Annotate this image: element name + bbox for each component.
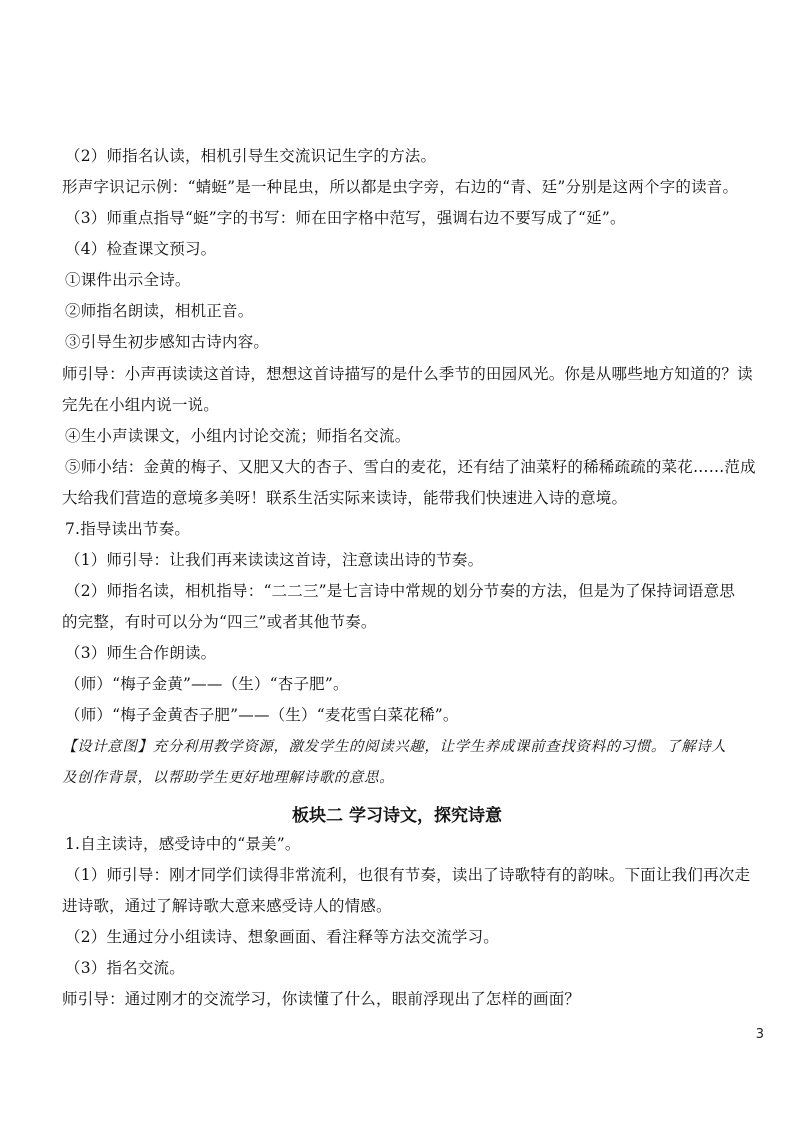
- paragraph-line: 师引导：通过刚才的交流学习，你读懂了什么，眼前浮现出了怎样的画面？: [62, 990, 581, 1008]
- paragraph-line: （师）“梅子金黄杏子肥”——（生）“麦花雪白菜花稀”。: [65, 706, 459, 724]
- section-heading: 板块二 学习诗文，探究诗意: [292, 806, 502, 826]
- design-intent-line: 及创作背景，以帮助学生更好地理解诗歌的意思。: [62, 770, 395, 786]
- paragraph-line: ④生小声读课文，小组内讨论交流；师指名交流。: [65, 427, 411, 445]
- paragraph-line: 7.指导读出节奏。: [65, 520, 191, 538]
- design-intent-line: 【设计意图】充分利用教学资源，激发学生的阅读兴趣，让学生养成课前查找资料的习惯。了解诗人: [62, 739, 727, 755]
- paragraph-line: 的完整，有时可以分为“四三”或者其他节奏。: [62, 613, 377, 631]
- paragraph-line: ③引导生初步感知古诗内容。: [65, 333, 270, 351]
- paragraph-line: （2）师指名认读，相机引导生交流识记生字的方法。: [65, 147, 437, 165]
- paragraph-line: （师）“梅子金黄”——（生）“杏子肥”。: [65, 675, 349, 693]
- paragraph-line: 1.自主读诗，感受诗中的“景美”。: [65, 835, 301, 853]
- paragraph-line: （4）检查课文预习。: [65, 240, 217, 258]
- paragraph-line: （3）师重点指导“蜓”字的书写：师在田字格中范写，强调右边不要写成了“延”。: [65, 209, 626, 227]
- page-number: 3: [755, 1027, 764, 1042]
- paragraph-line: 完先在小组内说一说。: [62, 396, 220, 414]
- paragraph-line: （2）师指名读，相机指导：“二二三”是七言诗中常规的划分节奏的方法，但是为了保持词语意思: [65, 582, 736, 600]
- paragraph-line: （1）师引导：让我们再来读读这首诗，注意读出诗的节奏。: [65, 551, 484, 569]
- paragraph-line: 大给我们营造的意境多美呀！联系生活实际来读诗，能带我们快速进入诗的意境。: [62, 489, 628, 507]
- paragraph-line: ⑤师小结：金黄的梅子、又肥又大的杏子、雪白的麦花，还有结了油菜籽的稀稀疏疏的菜花……范成: [65, 458, 756, 476]
- paragraph-line: ②师指名朗读，相机正音。: [65, 302, 254, 320]
- paragraph-line: （2）生通过分小组读诗、想象画面、看注释等方法交流学习。: [65, 928, 499, 946]
- paragraph-line: 师引导：小声再读读这首诗，想想这首诗描写的是什么季节的田园风光。你是从哪些地方知道的？读: [62, 365, 753, 383]
- paragraph-line: 进诗歌，通过了解诗歌大意来感受诗人的情感。: [62, 897, 392, 915]
- paragraph-line: （1）师引导：刚才同学们读得非常流利，也很有节奏，读出了诗歌特有的韵味。下面让我们再次走: [65, 866, 751, 884]
- paragraph-line: 形声字识记示例：“蜻蜓”是一种昆虫，所以都是虫字旁，右边的“青、廷”分别是这两个字的读音。: [62, 178, 739, 196]
- paragraph-line: （3）指名交流。: [65, 959, 185, 977]
- paragraph-line: ①课件出示全诗。: [65, 271, 191, 289]
- paragraph-line: （3）师生合作朗读。: [65, 644, 217, 662]
